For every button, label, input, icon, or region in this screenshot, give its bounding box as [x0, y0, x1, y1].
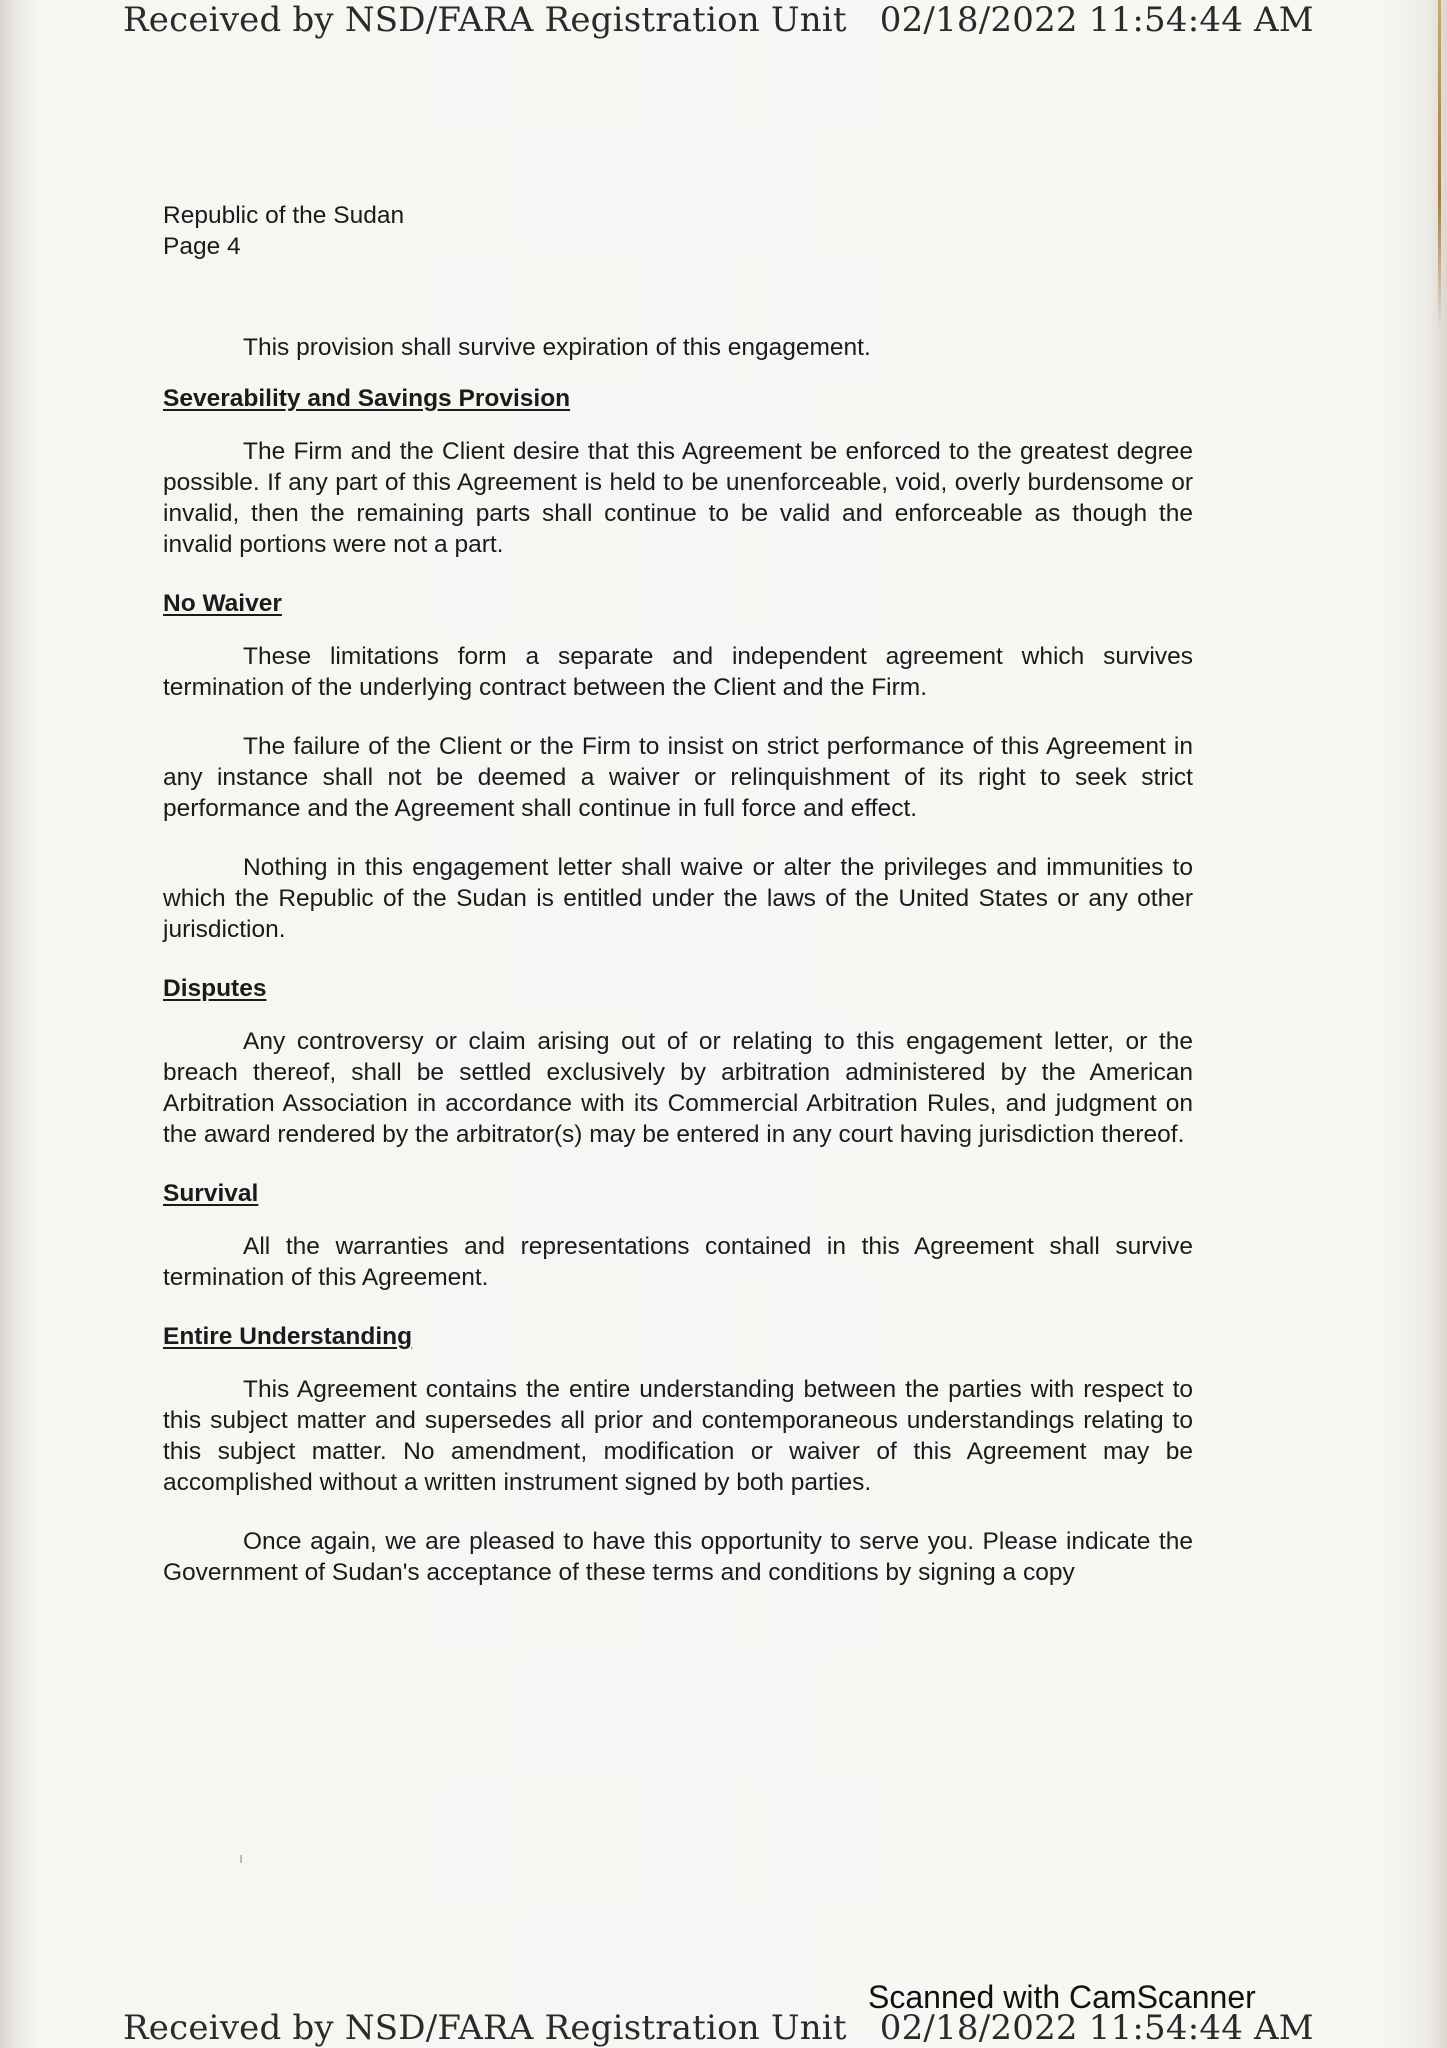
entire-understanding-paragraph-1: This Agreement contains the entire understanding between the parties with respect to this subject matter and supersedes all prior and contemporaneous understandings relating to this subject matter. No amendment, modification or waiver of this Agreement may be accomplished without a written instrument signed by both parties. [163, 1376, 1193, 1496]
heading-disputes: Disputes [163, 975, 267, 1002]
survival-paragraph: All the warranties and representations contained in this Agreement shall survive termination of this Agreement. [163, 1233, 1193, 1291]
received-stamp-top: Received by NSD/FARA Registration Unit 02/18/2022 11:54:44 AM [123, 0, 1314, 40]
letter-body [163, 200, 1193, 1616]
page-number: Page 4 [163, 233, 241, 260]
heading-severability: Severability and Savings Provision [163, 385, 571, 412]
heading-entire-understanding: Entire Understanding [163, 1323, 413, 1350]
letter-header [163, 200, 1193, 262]
camscanner-watermark: Scanned with CamScanner [868, 1979, 1256, 2015]
disputes-paragraph: Any controversy or claim arising out of or relating to this engagement letter, or the breach thereof, shall be settled exclusively by arbitration administered by the American Arbitration Association in accordance with its Commercial Arbitration Rules, and judgment on the award rendered by the arbitrator(s) may be entered in any court having jurisdiction thereof. [163, 1028, 1193, 1148]
heading-survival: Survival [163, 1180, 259, 1207]
received-stamp-bottom: Received by NSD/FARA Registration Unit 02/18/2022 11:54:44 AM [123, 2008, 1314, 2048]
severability-paragraph: The Firm and the Client desire that this Agreement be enforced to the greatest degree possible. If any part of this Agreement is held to be unenforceable, void, overly burdensome or invalid, then the remaining parts shall continue to be valid and enforceable as though the invalid portions were not a part. [163, 438, 1193, 558]
scan-speck [240, 1855, 242, 1863]
no-waiver-paragraph-3: Nothing in this engagement letter shall waive or alter the privileges and immunities to which the Republic of the Sudan is entitled under the laws of the United States or any other jurisdiction. [163, 854, 1193, 943]
entire-understanding-paragraph-2: Once again, we are pleased to have this opportunity to serve you. Please indicate the Government of Sudan's acceptance of these terms and conditions by signing a copy [163, 1528, 1193, 1586]
heading-no-waiver: No Waiver [163, 590, 282, 617]
intro-paragraph: This provision shall survive expiration of this engagement. [243, 334, 871, 361]
no-waiver-paragraph-1: These limitations form a separate and independent agreement which survives termination of the underlying contract between the Client and the Firm. [163, 643, 1193, 701]
page-edge-shadow [1438, 0, 1441, 330]
no-waiver-paragraph-2: The failure of the Client or the Firm to insist on strict performance of this Agreement in any instance shall not be deemed a waiver or relinquishment of its right to seek strict performance and the Agreement shall continue in full force and effect. [163, 733, 1193, 822]
recipient-name: Republic of the Sudan [163, 202, 405, 229]
